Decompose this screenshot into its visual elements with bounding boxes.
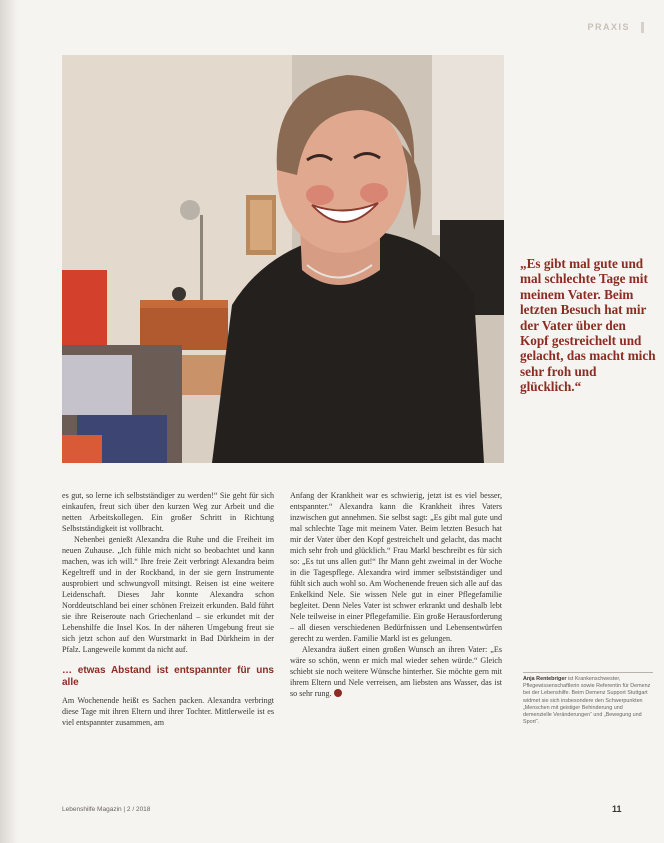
body-paragraph: Alexandra äußert einen großen Wunsch an ihren Vater: „Es wäre so schön, wenn er mich mal wieder sehen würde.“ Gleich schiebt sie noch weitere Wünsche hinterher. Sie möchte gern mit ihrem Eltern und Nele verreisen, am liebsten ans Wasser, das ist so sehr rung. — [290, 645, 502, 698]
section-marker — [641, 22, 644, 33]
pull-quote: „Es gibt mal gute und mal schlechte Tage mit meinem Vater. Beim letzten Besuch hat mir der Vater über den Kopf gestreichelt und gelacht, das macht mich sehr froh und glücklich.“ — [520, 256, 656, 395]
body-paragraph: Anfang der Krankheit war es schwierig, jetzt ist es viel besser, entspannter.“ Alexandra kann die Krankheit ihres Vaters inzwischen gut annehmen. Sie selbst sagt: „Es gibt mal gute und mal schlechte Tage mit meinem Vater. Beim letzten Besuch hat mir der Vater über den Kopf gestreichelt und gelacht, das macht mich sehr froh und glücklich.“ Frau Markl beschreibt es für sich so: „Es tut uns allen gut!“ Ihr Mann geht zweimal in der Woche in die Tagespflege. Alexandra wird immer selbstständiger und fühlt sich auch wohl so. Am Wochenende freuen sich alle auf das Enkelkind Nele. Sie wissen Nele gut in einer Pflegefamilie begleitet. Denn Neles Vater ist schwer erkrankt und deshalb lebt Nele teilweise in einer Pflegefamilie. Ein große Herausforderung – all diesen verschiedenen Bedürfnissen und Lebensentwürfen gerecht zu werden. Familie Markl ist es gelungen. — [290, 491, 502, 643]
section-subheading: … etwas Abstand ist entspannter für uns alle — [62, 665, 274, 688]
body-paragraph: Am Wochenende heißt es Sachen packen. Alexandra verbringt diese Tage mit ihren Eltern und ihrer Tochter. Mittlerweile ist es viel entspannter zusammen, am — [62, 696, 274, 727]
section-label: PRAXIS — [587, 22, 630, 32]
author-name: Anja Rentebriger — [523, 676, 567, 682]
text-column-left — [62, 490, 274, 728]
body-paragraph: es gut, so lerne ich selbstständiger zu werden!“ Sie geht für sich einkaufen, freut sich über den kurzen Weg zur Arbeit und die netten Arbeitskollegen. Ein großer Schritt in Richtung Selbstständigkeit ist vollbracht. — [62, 491, 274, 533]
page-gutter — [0, 0, 18, 843]
bio-divider — [523, 672, 653, 673]
portrait-photo — [62, 55, 504, 463]
page-number: 11 — [612, 804, 622, 814]
magazine-footer: Lebenshilfe Magazin | 2 / 2018 — [62, 806, 151, 813]
body-paragraph: Nebenbei genießt Alexandra die Ruhe und die Freiheit im neuen Zuhause. „Ich fühle mich nicht so beobachtet und kann machen, was ich will.“ Ihre freie Zeit verbringt Alexandra beim Kegeltreff und in der Rockband, in der sie gern Instrumente ausprobiert und schwungvoll mitsingt. Reisen ist eine weitere Leidenschaft. Dieses Jahr konnte Alexandra schon Norddeutschland bei einer schönen Freizeit erkunden. Bald führt sie ihre Reiseroute nach Griechenland – sie erkundet mit der Lebenshilfe die Insel Kos. In der näheren Umgebung freut sie sich jetzt schon auf den Wurstmarkt in Bad Dürkheim in der Pfalz. Langeweile kommt da nicht auf. — [62, 535, 274, 654]
article-end-icon — [334, 689, 342, 697]
author-bio — [523, 676, 653, 726]
text-column-middle — [290, 490, 502, 699]
author-bio-text: ist Krankenschwester, Pflegewissenschaftlerin sowie Referentin für Demenz bei der Lebenshilfe. Beim Demenz Support Stuttgart widmet sie sich insbesondere den Schwerpunkten „Menschen mit geistiger Behinderung und demenzielle Veränderungen“ und „Bewegung und Sport“. — [523, 676, 651, 726]
